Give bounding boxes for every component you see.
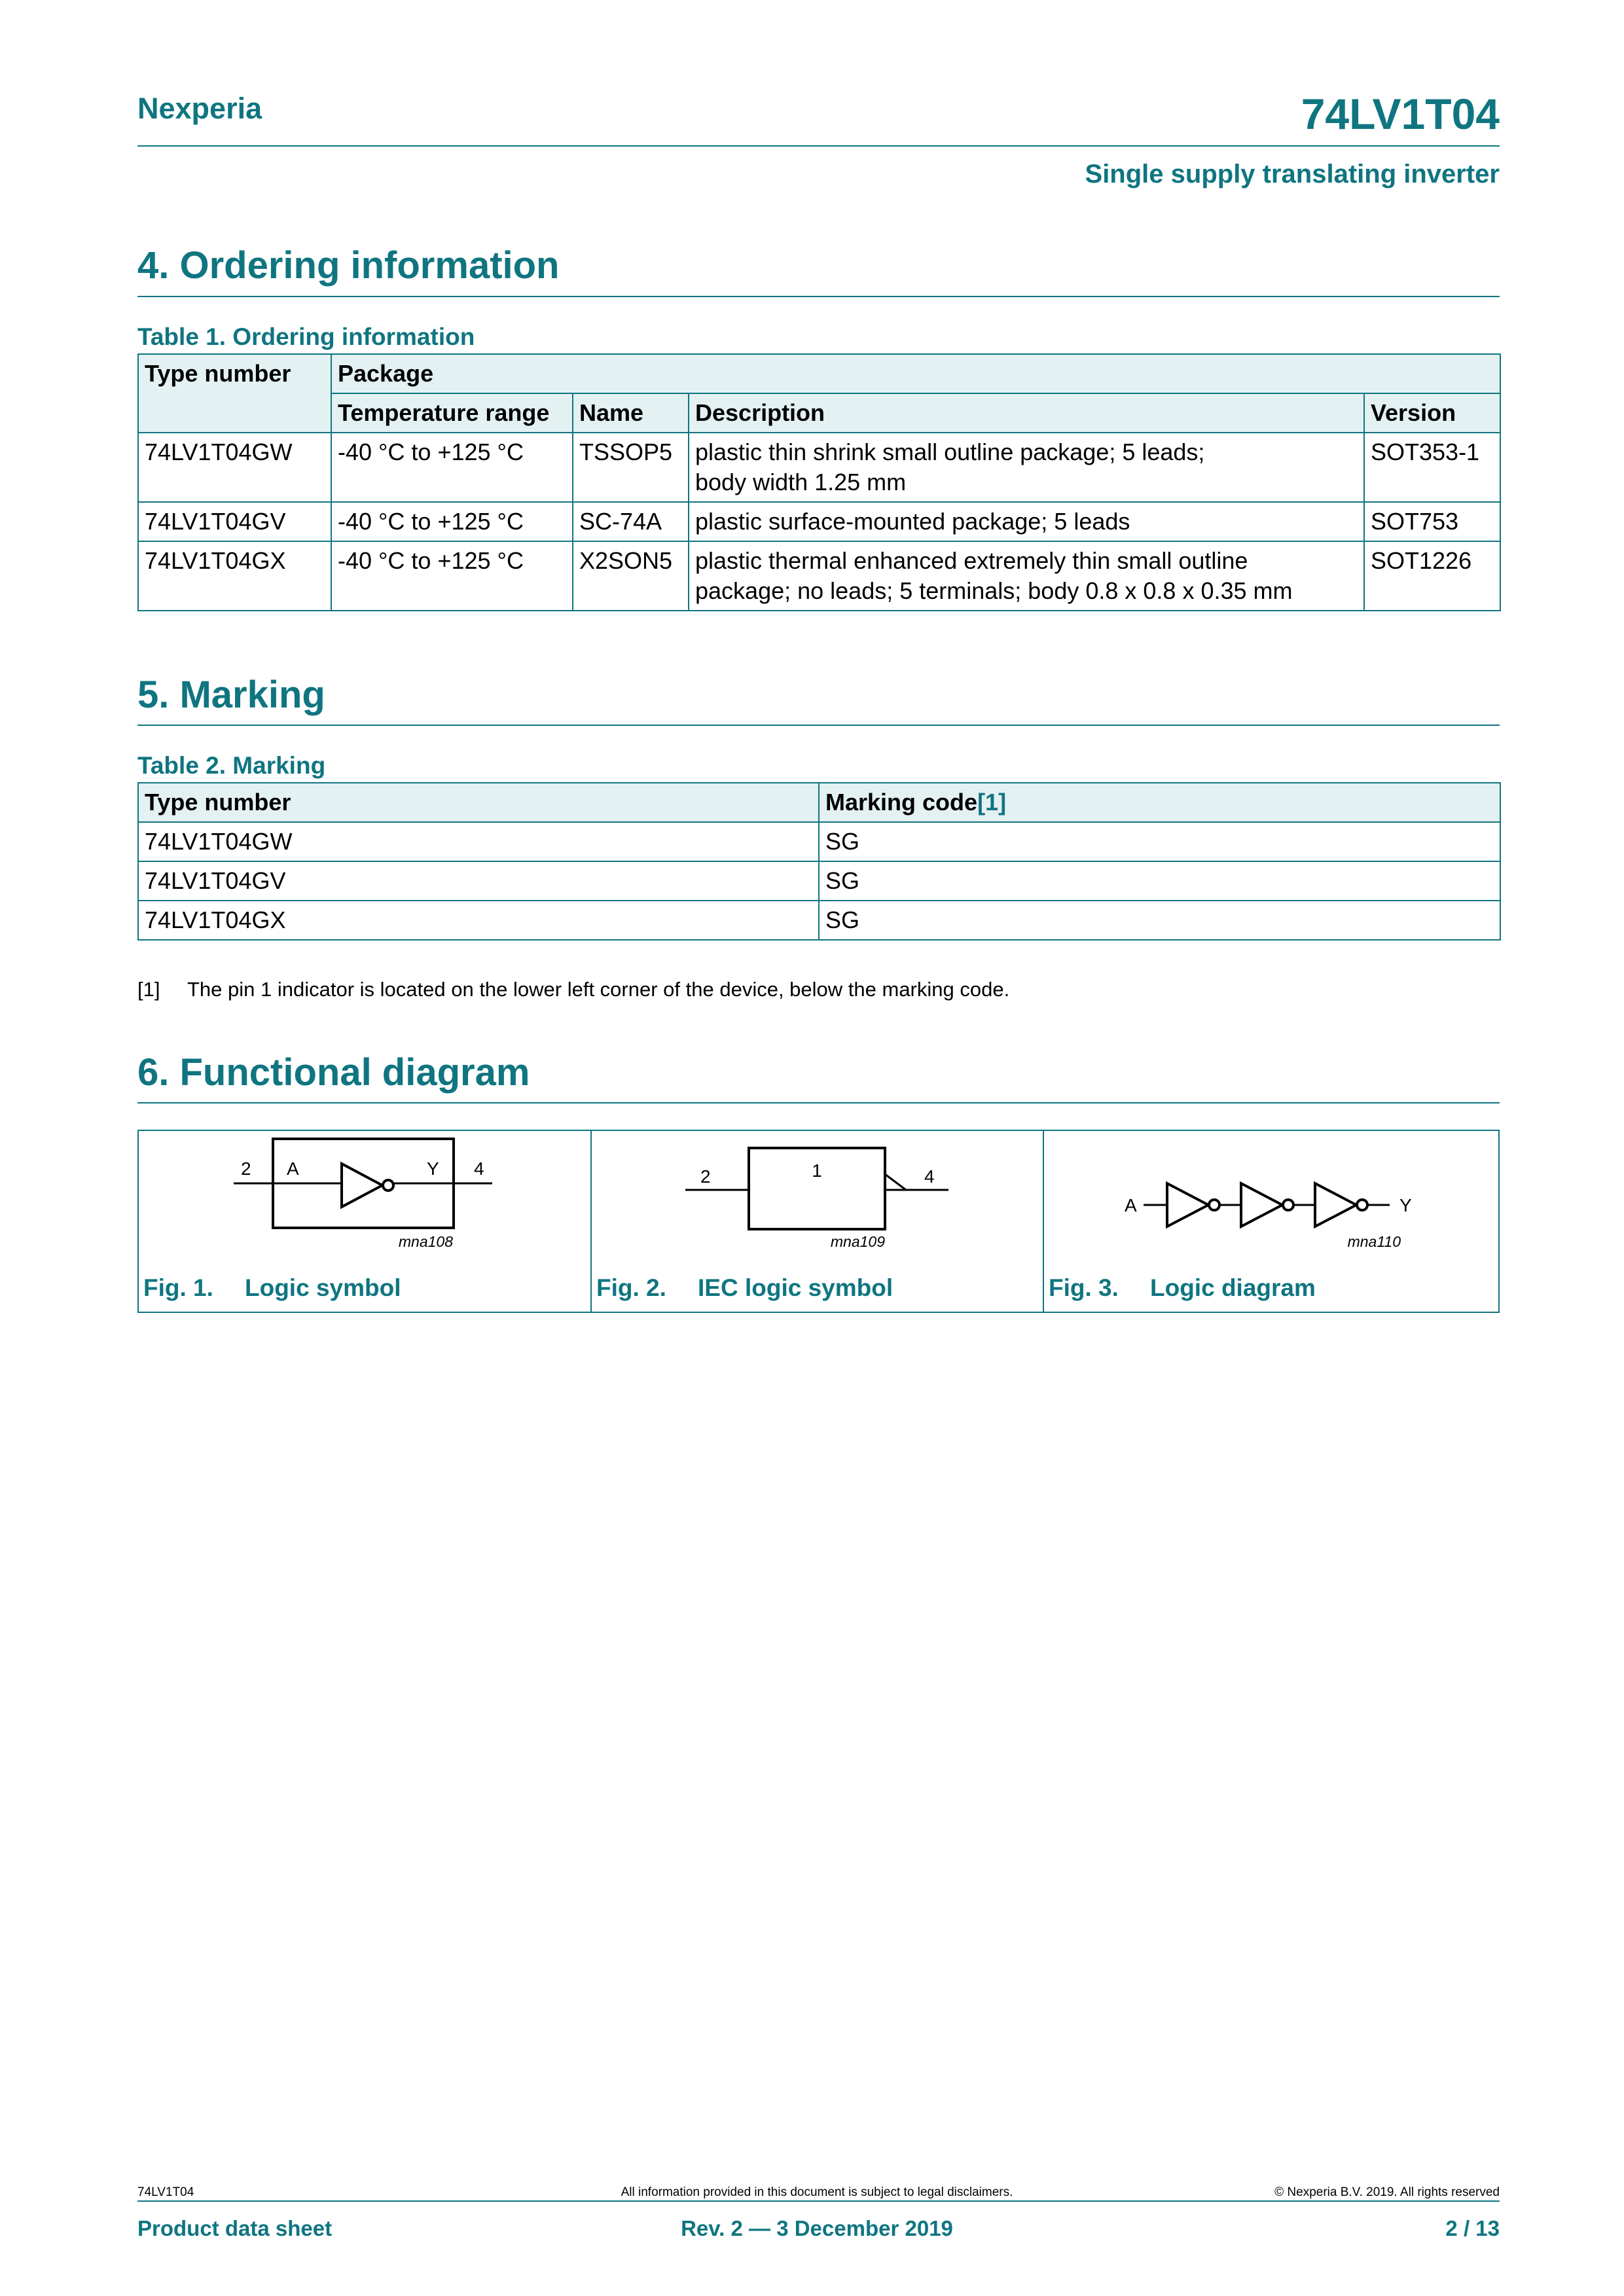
footer-revision: Rev. 2 — 3 December 2019 <box>681 2216 953 2240</box>
cell-version: SOT753 <box>1364 502 1500 541</box>
cell-temperature: -40 °C to +125 °C <box>331 502 573 541</box>
table-row <box>138 822 1500 861</box>
cell-type: 74LV1T04GW <box>138 433 331 502</box>
table-row <box>138 502 1500 541</box>
footnote-ref-link[interactable]: [1] <box>977 789 1007 816</box>
footer-doc-id: 74LV1T04 <box>137 2185 194 2199</box>
cell-name: TSSOP5 <box>573 433 689 502</box>
figure-number: Fig. 1. <box>143 1274 213 1301</box>
section-divider <box>137 725 1500 726</box>
pin-label: 2 <box>241 1158 251 1179</box>
pin-label: A <box>1125 1195 1137 1215</box>
cell-description <box>689 433 1364 502</box>
note-text: The pin 1 indicator is located on the lower left corner of the device, below the marking code. <box>187 978 1010 1001</box>
figure-number: Fig. 2. <box>596 1274 666 1301</box>
table-caption-marking: Table 2. Marking <box>137 752 326 779</box>
cell-type: 74LV1T04GX <box>138 541 331 611</box>
footer-divider <box>137 2200 1500 2202</box>
footer-page-number: 2 / 13 <box>1445 2216 1500 2240</box>
logic-diagram <box>1044 1131 1498 1255</box>
column-header-type: Type number <box>138 783 819 822</box>
cell-marking-code: SG <box>819 861 1500 901</box>
column-header-package: Package <box>331 354 1500 393</box>
figure-title: IEC logic symbol <box>698 1274 893 1301</box>
cell-description <box>689 541 1364 611</box>
column-header-marking-code <box>819 783 1500 822</box>
table-row <box>138 541 1500 611</box>
cell-marking-code: SG <box>819 901 1500 940</box>
part-number: 74LV1T04 <box>1301 90 1500 138</box>
pin-label: 2 <box>700 1166 711 1187</box>
figure-title: Logic symbol <box>245 1274 401 1301</box>
table-caption-ordering: Table 1. Ordering information <box>137 323 475 350</box>
column-header-temperature: Temperature range <box>331 393 573 433</box>
figure-number: Fig. 3. <box>1049 1274 1119 1301</box>
cell-name: X2SON5 <box>573 541 689 611</box>
section-divider <box>137 1102 1500 1103</box>
footer-doc-type: Product data sheet <box>137 2216 333 2240</box>
pin-label: 4 <box>474 1158 484 1179</box>
cell-type: 74LV1T04GX <box>138 901 819 940</box>
brand-name: Nexperia <box>137 92 262 125</box>
description-line: body width 1.25 mm <box>695 469 907 495</box>
iec-logic-symbol-diagram <box>592 1131 1042 1255</box>
description-line: plastic thin shrink small outline package; 5 leads; <box>695 439 1205 465</box>
pin-label: Y <box>427 1158 439 1179</box>
logic-symbol-diagram <box>139 1131 589 1255</box>
cell-marking-code: SG <box>819 822 1500 861</box>
table-row <box>138 861 1500 901</box>
document-subtitle: Single supply translating inverter <box>1085 160 1500 188</box>
cell-name: SC-74A <box>573 502 689 541</box>
table-row <box>138 433 1500 502</box>
pin-label: A <box>287 1158 299 1179</box>
figure-title: Logic diagram <box>1150 1274 1316 1301</box>
ordering-table <box>137 353 1501 611</box>
pin-label: Y <box>1399 1195 1412 1215</box>
marking-code-label: Marking code <box>825 789 978 816</box>
section-title-functional: 6. Functional diagram <box>137 1051 530 1094</box>
column-header-type: Type number <box>138 354 331 433</box>
cell-temperature: -40 °C to +125 °C <box>331 433 573 502</box>
cell-description: plastic surface-mounted package; 5 leads <box>689 502 1364 541</box>
footer-copyright: © Nexperia B.V. 2019. All rights reserved <box>1274 2185 1500 2199</box>
table-note <box>137 978 1009 1001</box>
cell-version: SOT1226 <box>1364 541 1500 611</box>
header-divider <box>137 145 1500 147</box>
cell-version: SOT353-1 <box>1364 433 1500 502</box>
cell-temperature: -40 °C to +125 °C <box>331 541 573 611</box>
section-divider <box>137 296 1500 297</box>
column-header-name: Name <box>573 393 689 433</box>
table-row <box>138 901 1500 940</box>
figure-code: mna109 <box>830 1233 885 1250</box>
section-title-marking: 5. Marking <box>137 673 325 716</box>
note-number: [1] <box>137 978 160 1001</box>
description-line: package; no leads; 5 terminals; body 0.8 x 0.8 x 0.35 mm <box>695 577 1293 604</box>
figure-caption <box>596 1274 893 1302</box>
figure-code: mna110 <box>1347 1233 1401 1250</box>
box-label: 1 <box>812 1160 822 1181</box>
figure-code: mna108 <box>398 1233 453 1250</box>
cell-type: 74LV1T04GV <box>138 502 331 541</box>
cell-type: 74LV1T04GW <box>138 822 819 861</box>
footer-disclaimer: All information provided in this document is subject to legal disclaimers. <box>621 2185 1013 2199</box>
figure-caption <box>1049 1274 1316 1302</box>
pin-label: 4 <box>924 1166 935 1187</box>
section-title-ordering: 4. Ordering information <box>137 244 560 287</box>
figure-caption <box>143 1274 401 1302</box>
column-header-version: Version <box>1364 393 1500 433</box>
marking-table <box>137 782 1501 941</box>
cell-type: 74LV1T04GV <box>138 861 819 901</box>
description-line: plastic thermal enhanced extremely thin small outline <box>695 547 1248 574</box>
column-header-description: Description <box>689 393 1364 433</box>
